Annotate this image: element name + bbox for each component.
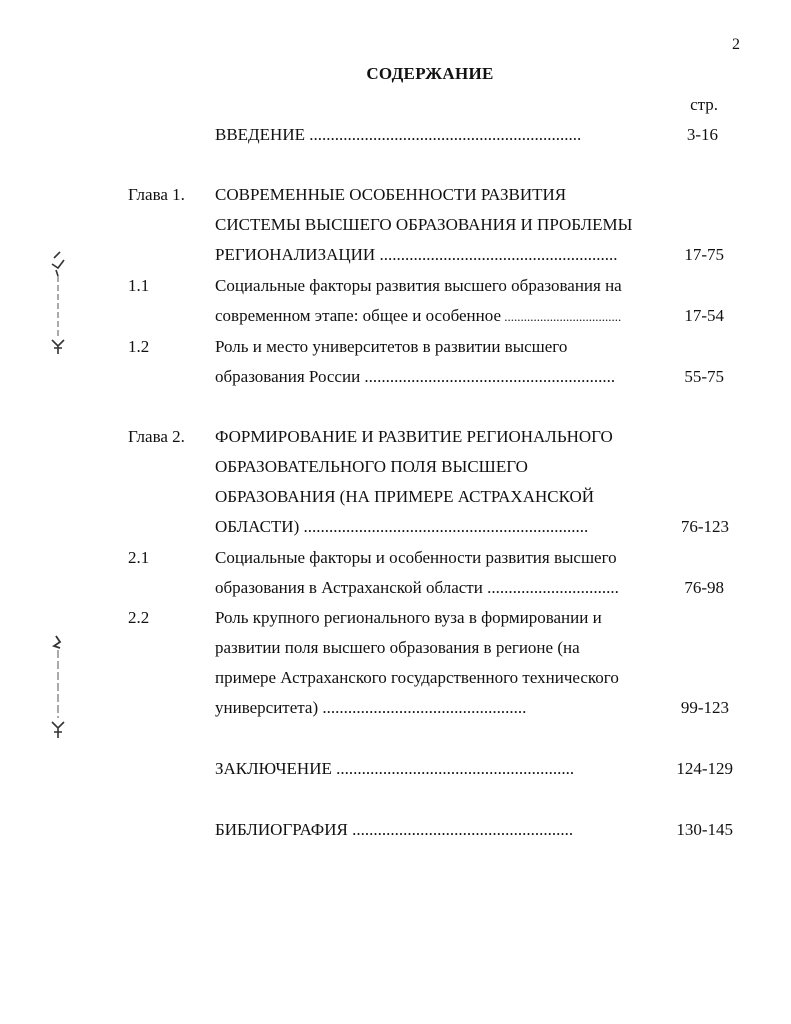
- chapter-2-title-line: ОБЛАСТИ): [215, 517, 300, 536]
- section-2-1-pages: 76-98: [684, 578, 724, 597]
- chapter-2-title-line: ОБРАЗОВАНИЯ (НА ПРИМЕРЕ АСТРАХАНСКОЙ: [215, 487, 595, 506]
- introduction-pages: 3-16: [686, 125, 718, 144]
- bibliography-label: БИБЛИОГРАФИЯ: [215, 820, 348, 839]
- section-1-1-number: 1.1: [128, 276, 150, 295]
- section-2-1-title-line: образования в Астраханской области: [215, 578, 483, 597]
- chapter-1-title-line: СОВРЕМЕННЫЕ ОСОБЕННОСТИ РАЗВИТИЯ: [215, 185, 567, 204]
- bibliography-pages: 130-145: [676, 820, 733, 839]
- section-1-2-title-line: образования России: [215, 367, 361, 386]
- dot-leader: ................................................................: [304, 125, 582, 144]
- chapter-1-pages: 17-75: [684, 245, 724, 264]
- section-1-1-pages: 17-54: [684, 306, 724, 325]
- binding-mark-lower: [44, 632, 72, 744]
- dot-leader: ...................................................................: [299, 517, 589, 536]
- dot-leader: ........................................................: [331, 759, 575, 778]
- chapter-1-title-line: СИСТЕМЫ ВЫСШЕГО ОБРАЗОВАНИЯ И ПРОБЛЕМЫ: [215, 215, 633, 234]
- conclusion-pages: 124-129: [676, 759, 733, 778]
- page-title: СОДЕРЖАНИЕ: [366, 64, 494, 83]
- introduction-label: ВВЕДЕНИЕ: [215, 125, 305, 144]
- dot-leader: ...........................................................: [360, 367, 616, 386]
- chapter-1-title-line: РЕГИОНАЛИЗАЦИИ: [215, 245, 376, 264]
- chapter-2-title-line: ФОРМИРОВАНИЕ И РАЗВИТИЕ РЕГИОНАЛЬНОГО: [215, 427, 613, 446]
- section-1-2-number: 1.2: [128, 337, 150, 356]
- binding-mark-upper: [44, 248, 72, 360]
- section-2-2-title-line: Роль крупного регионального вуза в формировании и: [215, 608, 602, 627]
- section-1-2-title-line: Роль и место университетов в развитии высшего: [215, 337, 568, 356]
- section-2-1-number: 2.1: [128, 548, 150, 567]
- dot-leader: ....................................................: [347, 820, 574, 839]
- section-2-2-number: 2.2: [128, 608, 150, 627]
- chapter-1-label: Глава 1.: [128, 185, 185, 204]
- dot-leader: ........................................................: [375, 245, 618, 264]
- dot-leader: ...............................: [482, 578, 619, 597]
- page-number: 2: [732, 36, 740, 53]
- dot-leader: ....................................: [501, 309, 622, 324]
- section-2-2-title-line: развитии поля высшего образования в регионе (на: [215, 638, 580, 657]
- conclusion-label: ЗАКЛЮЧЕНИЕ: [215, 759, 332, 778]
- section-2-2-title-line: университета): [215, 698, 319, 717]
- section-2-2-pages: 99-123: [680, 698, 729, 717]
- chapter-2-pages: 76-123: [680, 517, 729, 536]
- section-1-2-pages: 55-75: [684, 367, 724, 386]
- section-1-1-title-line: современном этапе: общее и особенное: [215, 306, 501, 325]
- section-1-1-title-line: Социальные факторы развития высшего образования на: [215, 276, 622, 295]
- chapter-2-title-line: ОБРАЗОВАТЕЛЬНОГО ПОЛЯ ВЫСШЕГО: [215, 457, 528, 476]
- section-2-1-title-line: Социальные факторы и особенности развития высшего: [215, 548, 617, 567]
- dot-leader: ................................................: [318, 698, 527, 717]
- chapter-2-label: Глава 2.: [128, 427, 185, 446]
- section-2-2-title-line: примере Астраханского государственного технического: [215, 668, 619, 687]
- page-column-header: стр.: [690, 95, 718, 114]
